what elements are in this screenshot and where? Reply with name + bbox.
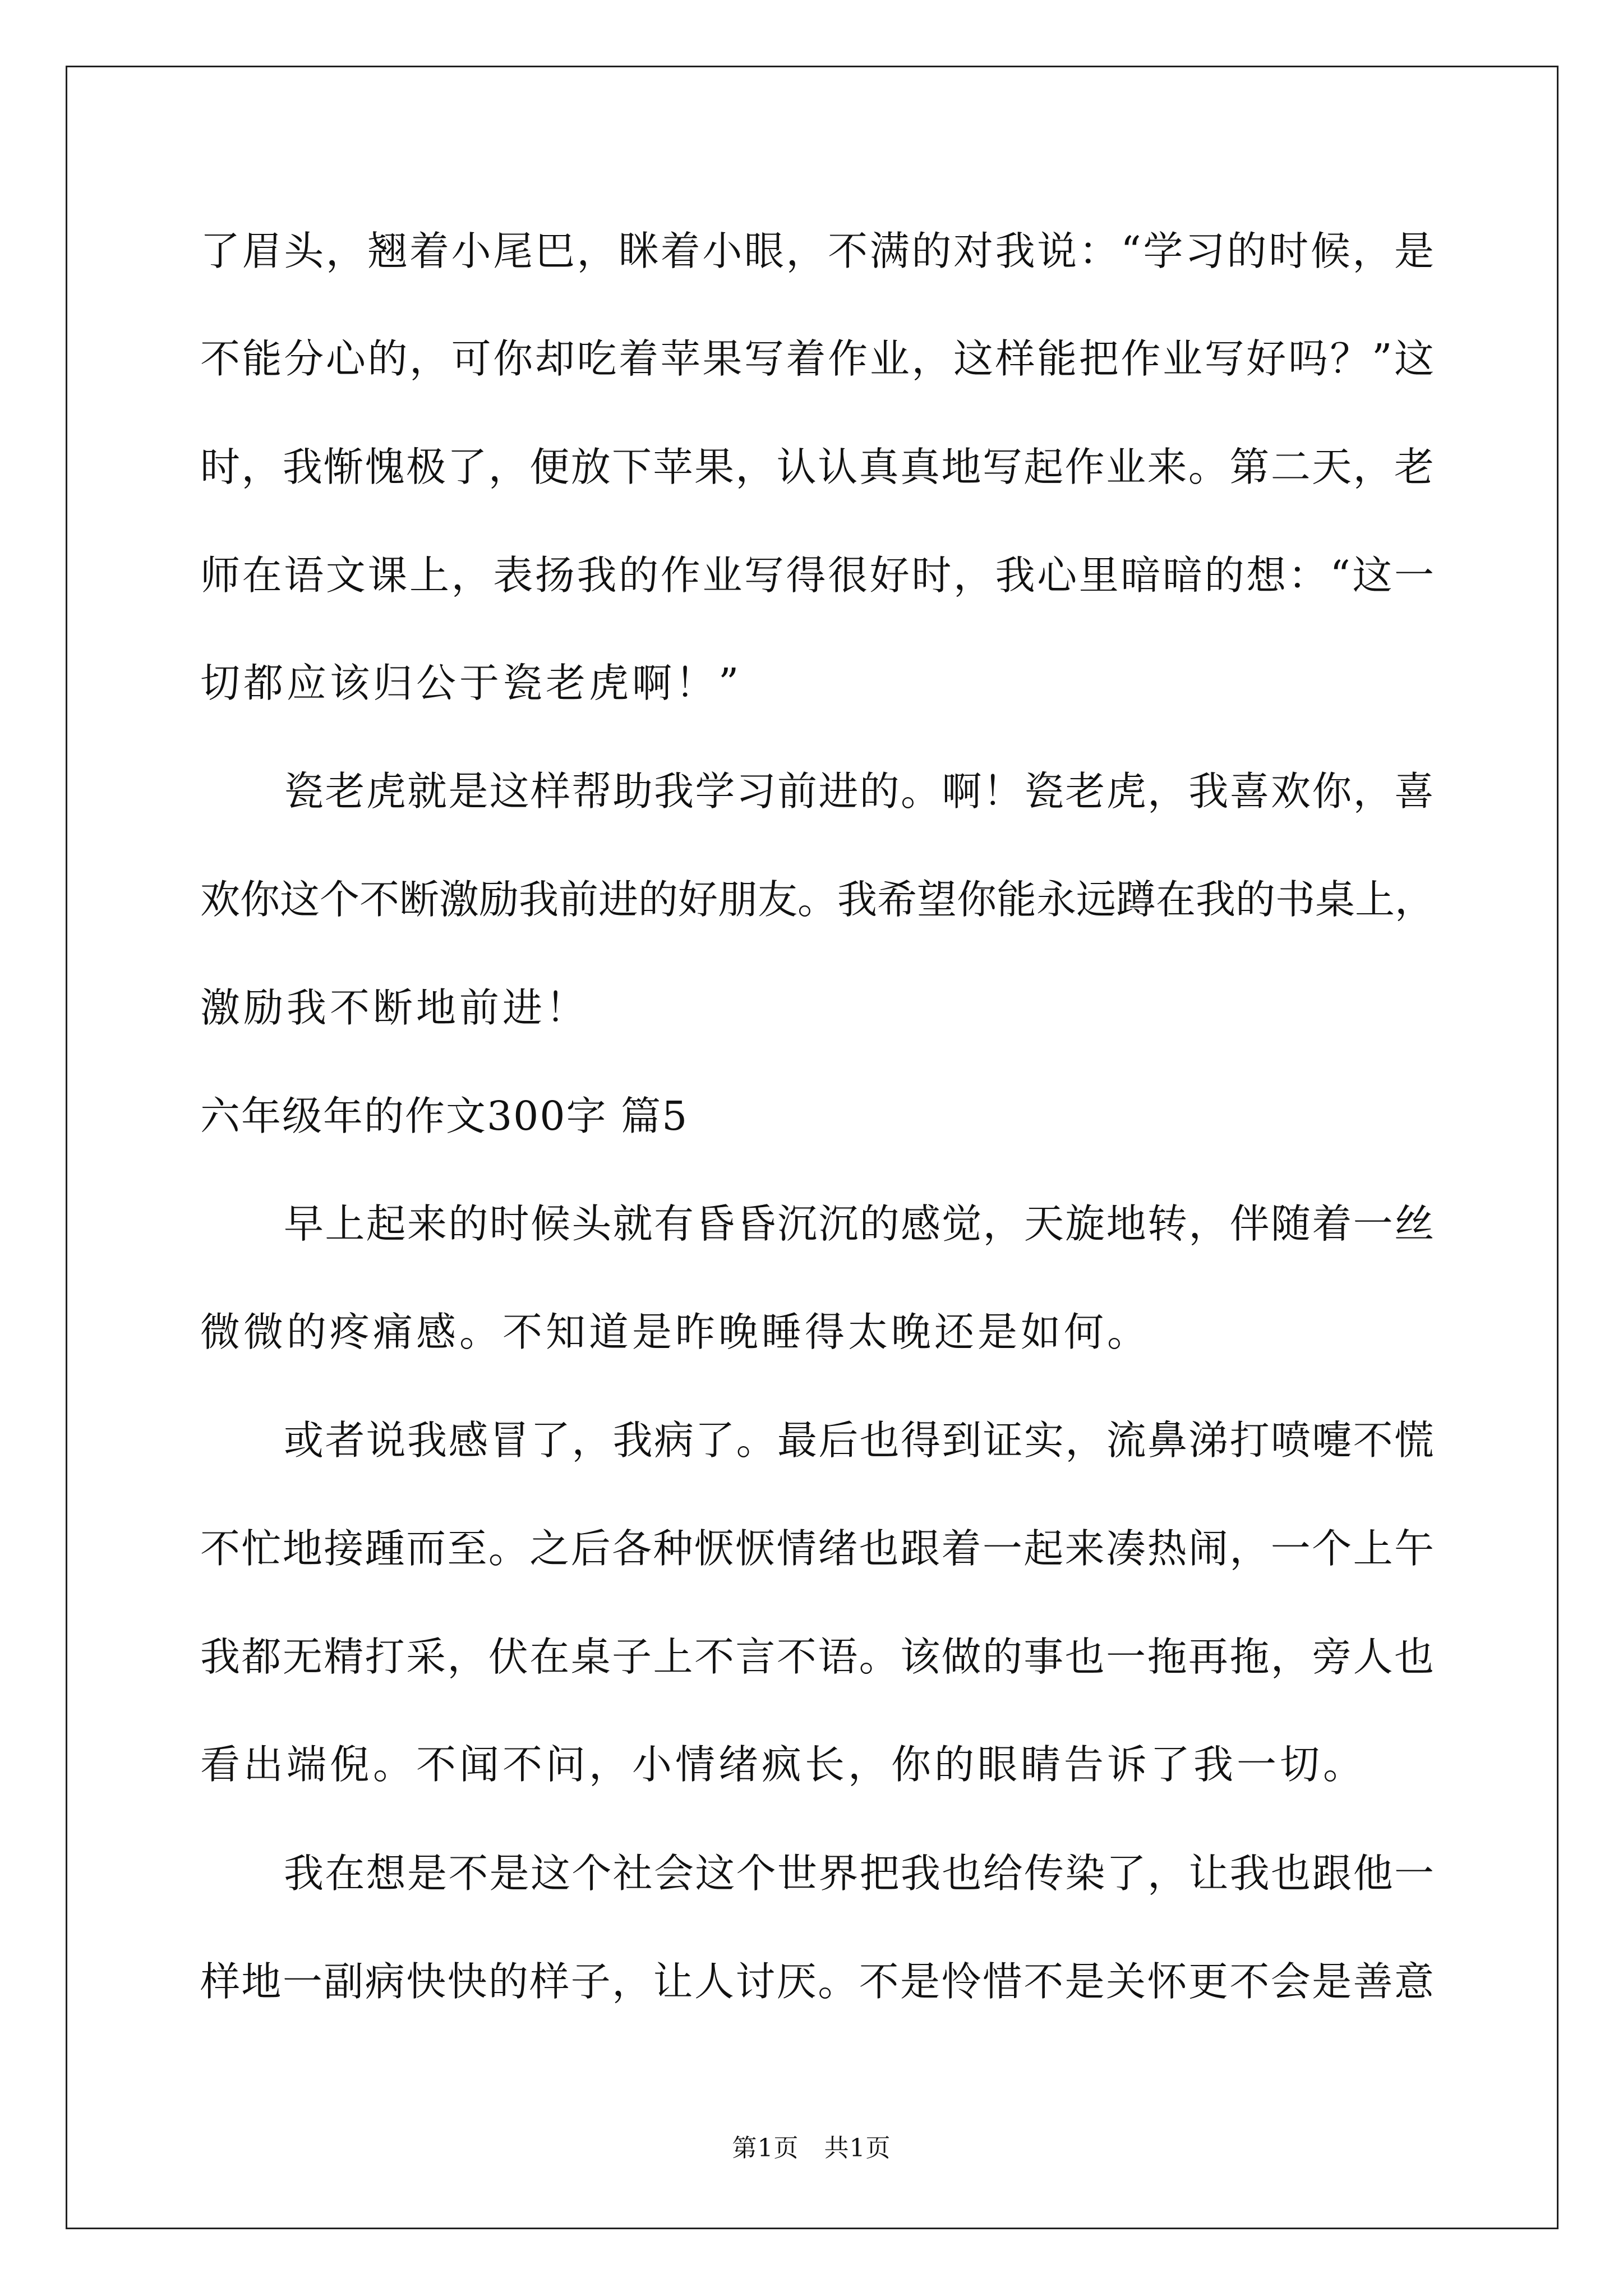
section-heading: 六年级年的作文300字 篇5	[200, 1093, 689, 1139]
text-line: 时，我惭愧极了，便放下苹果，认认真真地写起作业来。第二天，老	[200, 444, 1434, 490]
text-line: 不忙地接踵而至。之后各种恹恹情绪也跟着一起来凑热闹，一个上午	[200, 1525, 1434, 1572]
text-line: 样地一副病快快的样子，让人讨厌。不是怜惜不是关怀更不会是善意	[200, 1958, 1434, 2005]
page-frame	[66, 66, 1559, 2229]
text-line: 看出端倪。不闻不问，小情绪疯长，你的眼睛告诉了我一切。	[200, 1741, 1367, 1788]
text-line: 不能分心的，可你却吃着苹果写着作业，这样能把作业写好吗？”这	[200, 335, 1434, 382]
text-line: 我都无精打采，伏在桌子上不言不语。该做的事也一拖再拖，旁人也	[200, 1634, 1434, 1680]
text-line: 早上起来的时候头就有昏昏沉沉的感觉，天旋地转，伴随着一丝	[284, 1200, 1434, 1247]
text-line: 欢你这个不断激励我前进的好朋友。我希望你能永远蹲在我的书桌上，	[200, 876, 1435, 923]
text-line: 瓷老虎就是这样帮助我学习前进的。啊！瓷老虎，我喜欢你，喜	[284, 768, 1434, 815]
text-line: 我在想是不是这个社会这个世界把我也给传染了，让我也跟他一	[284, 1850, 1434, 1897]
text-line: 微微的疼痛感。不知道是昨晚睡得太晚还是如何。	[200, 1309, 1151, 1355]
page-number: 第1页 共1页	[732, 2134, 891, 2162]
text-line: 激励我不断地前进！	[200, 984, 589, 1031]
text-line: 或者说我感冒了，我病了。最后也得到证实，流鼻涕打喷嚏不慌	[284, 1417, 1434, 1464]
text-line: 了眉头，翘着小尾巴，眯着小眼，不满的对我说：“学习的时候，是	[200, 228, 1434, 274]
text-line: 切都应该归公于瓷老虎啊！”	[200, 660, 743, 706]
text-line: 师在语文课上，表扬我的作业写得很好时，我心里暗暗的想：“这一	[200, 552, 1434, 599]
